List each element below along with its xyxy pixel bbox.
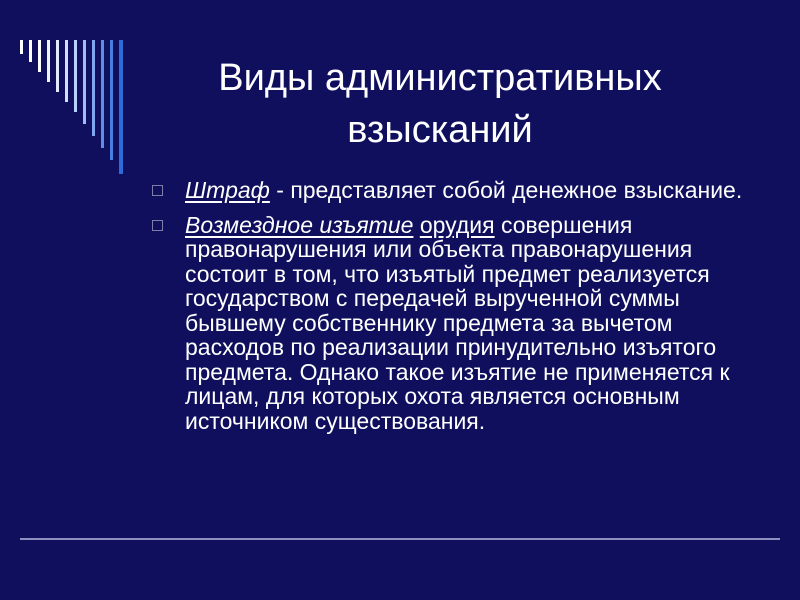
stripe-3 [38,40,41,72]
term-confiscation: Возмездное изъятие [185,211,414,238]
term-instrument: орудия [419,211,495,238]
slide-title-line2: взысканий [347,109,533,151]
footer-divider [20,538,780,540]
decorative-stripes [18,40,138,200]
stripe-10 [101,40,104,148]
stripe-1 [20,40,23,54]
slide-content [150,178,760,443]
square-bullet-icon [152,185,163,196]
term-fine: Штраф [185,177,270,203]
stripe-5 [56,40,59,92]
stripe-7 [74,40,77,112]
stripe-12 [119,40,123,174]
stripe-4 [47,40,50,82]
stripe-8 [83,40,86,124]
stripe-11 [110,40,113,160]
bullet-fine [150,178,760,203]
square-bullet-icon [152,220,163,231]
slide-title [160,52,720,156]
bullet-fine-text: - представляет собой денежное взыскание. [269,177,743,203]
stripe-9 [92,40,95,136]
bullet-confiscation-text: совершения правонарушения или объекта правонарушения состоит в том, что изъятый предмет реализуется государством с передачей вырученной суммы бывшему собственнику предмета за вычетом расходов по реализации принудительно изъятого предмета. Однако такое изъятие не применяется к лицам, для которых охота является основным источником существования. [185,211,730,434]
slide-title-line1: Виды административных [218,57,662,99]
bullet-confiscation [150,213,760,434]
stripe-2 [29,40,32,62]
stripe-6 [65,40,68,102]
